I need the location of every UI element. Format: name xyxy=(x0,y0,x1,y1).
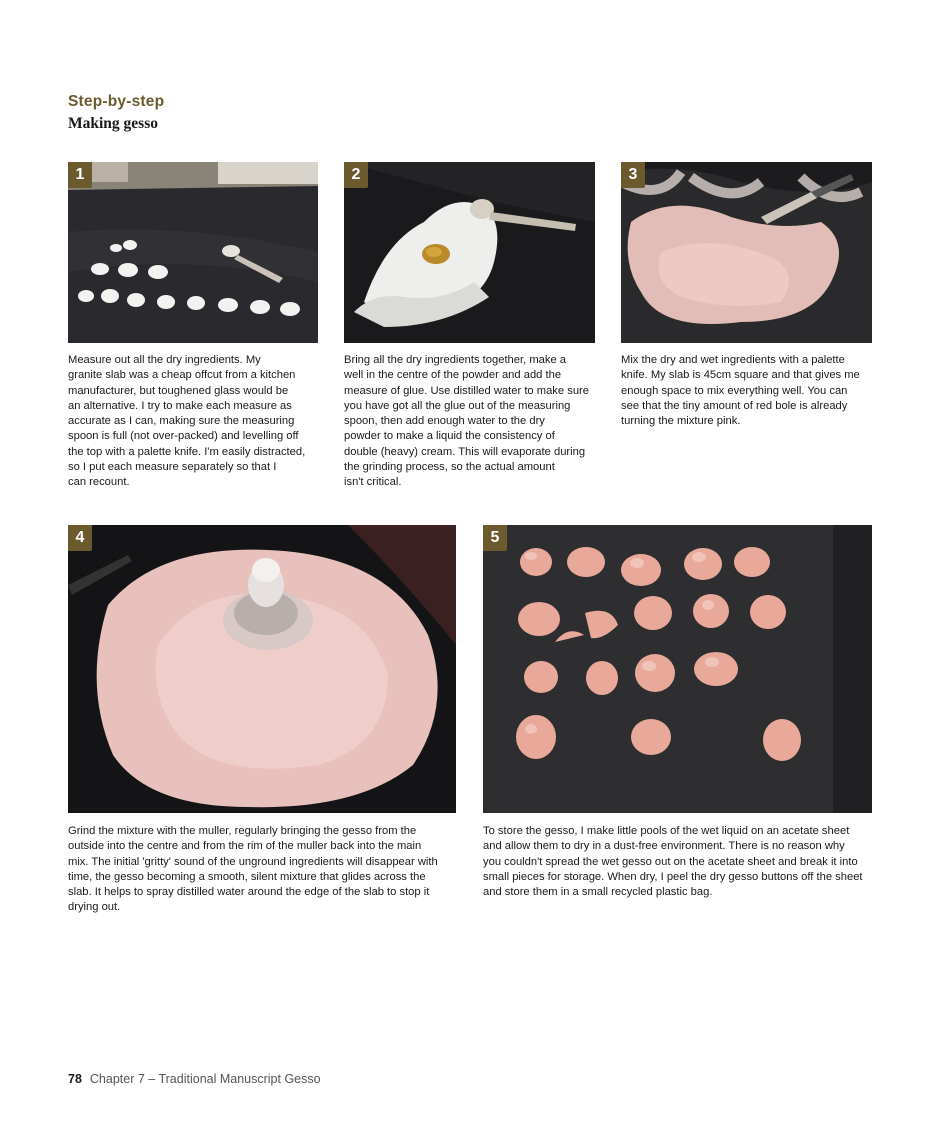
step-3-badge: 3 xyxy=(621,162,645,188)
section-title: Making gesso xyxy=(68,115,158,132)
step-2-badge: 2 xyxy=(344,162,368,188)
step-5-badge: 5 xyxy=(483,525,507,551)
page-footer xyxy=(68,1072,321,1086)
step-4-caption: Grind the mixture with the muller, regularly bringing the gesso from the outside into the centre and from the rim of the muller back into the main mix. The initial 'gritty' sound of the unground ingredients will disappear with time, the gesso becoming a smooth, silent mixture that glides across the slab. It helps to spray distilled water around the edge of the slab to stop it drying out. xyxy=(68,825,438,914)
gesso-buttons-image xyxy=(483,525,872,813)
step-2-caption: Bring all the dry ingredients together, make a well in the centre of the powder and add the measure of glue. Use distilled water to make sure you have got all the glue out of the measuring spoon, then add enough water to the dry powder to make a liquid the consistency of double (heavy) cream. This will evaporate during the grinding process, so the actual amount isn't critical. xyxy=(344,354,589,489)
step-3-photo xyxy=(621,162,872,343)
step-1-caption: Measure out all the dry ingredients. My granite slab was a cheap offcut from a kitchen manufacturer, but toughened glass would be an alternative. I try to make each measure as accurate as I can, making sure the measuring spoon is full (not over-packed) and levelling off the top with a palette knife. I'm easily distracted, so I put each measure separately so that I can recount. xyxy=(68,354,306,489)
step-1-photo xyxy=(68,162,318,343)
step-5-photo xyxy=(483,525,872,813)
section-kicker: Step-by-step xyxy=(68,93,165,110)
mixing-paste-image xyxy=(621,162,872,343)
page-number: 78 xyxy=(68,1072,82,1086)
chapter-title: Chapter 7 – Traditional Manuscript Gesso xyxy=(89,1072,321,1086)
step-4-photo xyxy=(68,525,456,813)
step-3-caption: Mix the dry and wet ingredients with a palette knife. My slab is 45cm square and that gives me enough space to mix everything well. You can see that the tiny amount of red bole is already turning the mixture pink. xyxy=(621,354,860,428)
step-5-caption: To store the gesso, I make little pools of the wet liquid on an acetate sheet and allow them to dry in a dust-free environment. There is no reason why you couldn't spread the wet gesso out on the acetate sheet and break it into small pieces for storage. When dry, I peel the dry gesso buttons off the sheet and store them in a small recycled plastic bag. xyxy=(483,825,863,899)
step-2-photo xyxy=(344,162,595,343)
step-4-badge: 4 xyxy=(68,525,92,551)
step-1-badge: 1 xyxy=(68,162,92,188)
powder-well-image xyxy=(344,162,595,343)
muller-grinding-image xyxy=(68,525,456,813)
dry-ingredients-image xyxy=(68,162,318,343)
